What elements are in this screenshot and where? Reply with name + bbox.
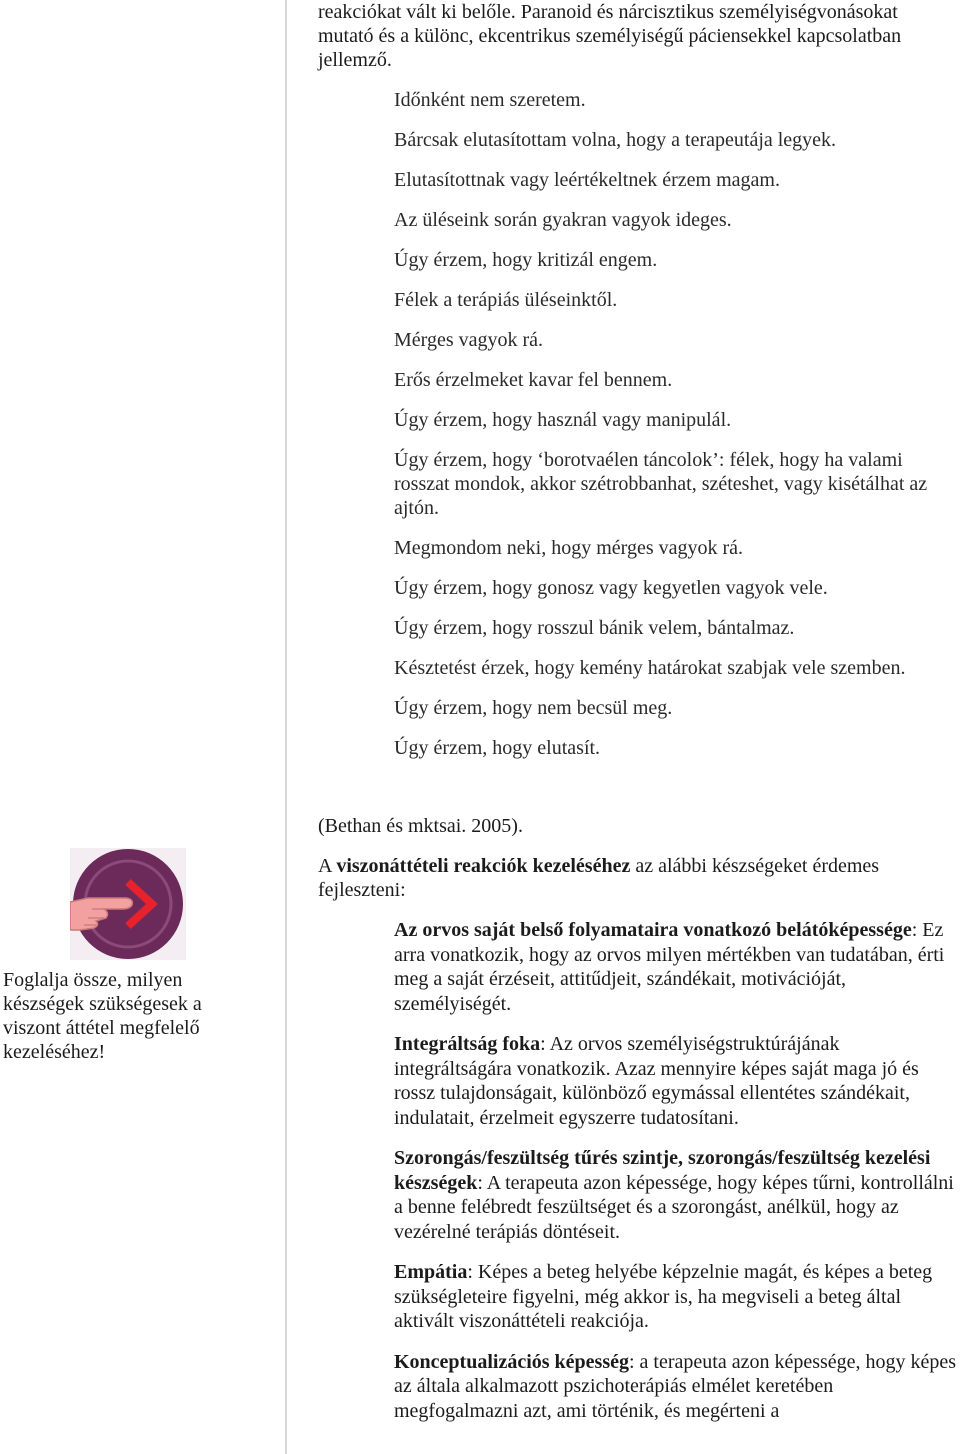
list-item: Úgy érzem, hogy nem becsül meg.	[394, 697, 673, 719]
skill-item	[394, 1146, 958, 1244]
skill-term: Konceptualizációs képesség	[394, 1350, 629, 1373]
skill-desc: : A terapeuta azon képessége, hogy képes tűrni, kontrollálni a benne felébredt feszültséget és a szorongást, anélkül, hogy az vezérelné terápiás döntéseit.	[394, 1171, 954, 1243]
list-item: Az üléseink során gyakran vagyok ideges.	[394, 209, 732, 231]
list-item: Úgy érzem, hogy ‘borotvaélen táncolok’: félek, hogy ha valami rosszat mondok, akkor szétrobbanhat, széteshet, vagy kisétálhat az ajtón.	[394, 449, 928, 519]
list-item: Úgy érzem, hogy használ vagy manipulál.	[394, 409, 732, 431]
lead-text-before: A	[318, 855, 337, 877]
list-item: Időnként nem szeretem.	[394, 89, 586, 111]
list-item: Úgy érzem, hogy gonosz vagy kegyetlen vagyok vele.	[394, 577, 828, 599]
list-item: Félek a terápiás üléseinktől.	[394, 289, 618, 311]
citation: (Bethan és mktsai. 2005).	[318, 815, 523, 837]
list-item: Mérges vagyok rá.	[394, 329, 544, 351]
skill-desc: : Ez arra vonatkozik, hogy az orvos milyen mértékben van tudatában, érti meg a saját érzéseit, attitűdjeit, szándékait, motivációját, személyiségét.	[394, 919, 945, 1015]
list-item: Úgy érzem, hogy kritizál engem.	[394, 249, 658, 271]
skill-item	[394, 1350, 958, 1424]
list-item: Megmondom neki, hogy mérges vagyok rá.	[394, 537, 744, 559]
skill-desc: : a terapeuta azon képessége, hogy képes az általa alkalmazott pszichoterápiás elmélet keretében megfogalmazni azt, ami történik, és megérteni a	[394, 1350, 957, 1422]
pointing-hand-icon	[70, 848, 186, 960]
pointing-hand-graphic	[70, 848, 186, 960]
lead-paragraph	[318, 854, 960, 902]
lead-text-after: az alábbi készségeket érdemes fejleszteni:	[318, 855, 880, 901]
list-item: Úgy érzem, hogy elutasít.	[394, 737, 601, 759]
skills-list	[394, 918, 958, 1439]
skill-item	[394, 918, 958, 1016]
skill-item	[394, 1260, 958, 1334]
review-question: Foglalja össze, milyen készségek szükségesek a viszont áttétel megfelelő kezeléséhez!	[3, 969, 202, 1063]
list-item: Késztetést érzek, hogy kemény határokat szabjak vele szemben.	[394, 657, 906, 679]
skill-term: Empátia	[394, 1261, 468, 1283]
skill-desc: : Képes a beteg helyébe képzelnie magát, és képes a beteg szükségleteire figyelni, még akkor is, ha megviseli a beteg által aktivált viszonáttételi reakciója.	[394, 1261, 933, 1332]
reaction-list	[394, 88, 958, 776]
skill-desc: : Az orvos személyiségstruktúrájának integráltságára vonatkozik. Azaz mennyire képes saját maga jó és rossz tulajdonságait, különböző egymással ellentétes szándékait, indulatait, érzelmeit egyszerre tudatosítani.	[394, 1033, 919, 1129]
list-item: Úgy érzem, hogy rosszul bánik velem, bántalmaz.	[394, 617, 795, 639]
skill-term: Szorongás/feszültség tűrés szintje, szorongás/feszültség kezelési készségek	[394, 1147, 931, 1194]
skill-term: Az orvos saját belső folyamataira vonatkozó belátóképessége	[394, 919, 912, 941]
list-item: Erős érzelmeket kavar fel bennem.	[394, 369, 673, 391]
margin-divider	[285, 0, 287, 1454]
list-item: Elutasítottnak vagy leértékeltnek érzem magam.	[394, 169, 780, 191]
skill-term: Integráltság foka	[394, 1033, 541, 1055]
skill-item	[394, 1032, 958, 1130]
lead-bold-term: viszonáttételi reakciók kezeléséhez	[336, 855, 631, 877]
intro-paragraph: reakciókat vált ki belőle. Paranoid és nárcisztikus személyiségvonásokat mutató és a különc, ekcentrikus személyiségű páciensekkel kapcsolatban jellemző.	[318, 1, 902, 71]
list-item: Bárcsak elutasítottam volna, hogy a terapeutája legyek.	[394, 129, 837, 151]
